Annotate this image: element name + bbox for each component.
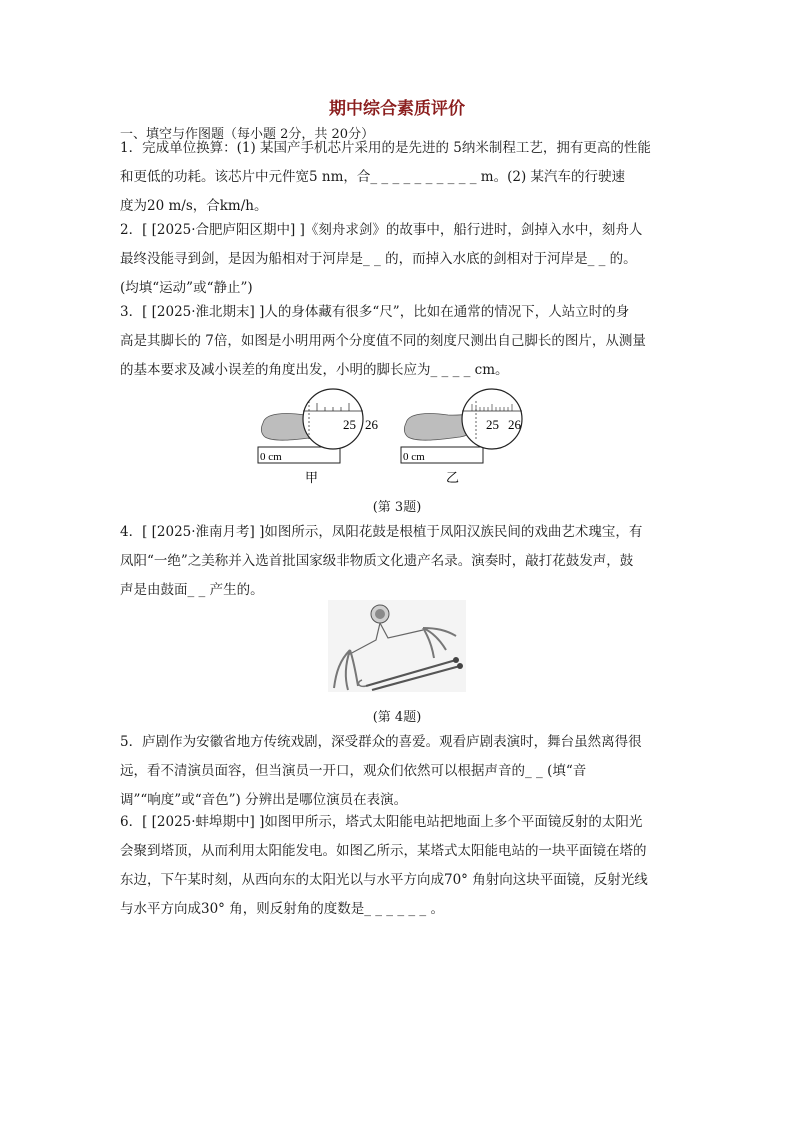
question-4 bbox=[120, 518, 680, 605]
question-3-line-3: 的基本要求及减小误差的角度出发，小明的脚长应为_ _ _ _ cm。 bbox=[120, 362, 509, 378]
page-title: 期中综合素质评价 bbox=[329, 99, 465, 119]
question-5-line-3: 调”“响度”或“音色”) 分辨出是哪位演员在表演。 bbox=[120, 792, 408, 808]
question-1 bbox=[120, 134, 680, 221]
question-3-line-2: 高是其脚长的 7倍，如图是小明用两个分度值不同的刻度尺测出自己脚长的图片，从测量 bbox=[120, 333, 646, 349]
question-6 bbox=[120, 808, 680, 924]
question-4-line-3: 声是由鼓面_ _ 产生的。 bbox=[120, 582, 264, 598]
ruler-figure-left bbox=[258, 389, 379, 486]
question-1-line-3: 度为20 m/s，合km/h。 bbox=[120, 198, 268, 214]
ruler-figure-right bbox=[401, 389, 522, 486]
figure-label-yi: 乙 bbox=[446, 471, 460, 486]
question-6-line-4: 与水平方向成30° 角，则反射角的度数是_ _ _ _ _ _ 。 bbox=[120, 901, 444, 917]
figure-4-caption: (第 4题) bbox=[372, 710, 422, 725]
question-2-line-1: 2．[ [2025·合肥庐阳区期中] ]《刻舟求剑》的故事中，船行进时，剑掉入水中，刻舟人 bbox=[120, 222, 643, 238]
ruler-zero-right: 0 cm bbox=[403, 451, 425, 463]
question-4-line-2: 凤阳“一绝”之美称并入选首批国家级非物质文化遗产名录。演奏时，敲打花鼓发声，鼓 bbox=[120, 553, 634, 569]
tick-label-25-right: 25 bbox=[486, 417, 499, 432]
figure-4-flower-drum-image bbox=[328, 600, 466, 692]
question-2 bbox=[120, 216, 680, 303]
ruler-zero-left: 0 cm bbox=[260, 451, 282, 463]
question-4-line-1: 4．[ [2025·淮南月考] ]如图所示，凤阳花鼓是根植于凤阳汉族民间的戏曲艺术瑰宝，有 bbox=[120, 524, 643, 540]
question-5-line-1: 5．庐剧作为安徽省地方传统戏剧，深受群众的喜爱。观看庐剧表演时，舞台虽然离得很 bbox=[120, 734, 642, 750]
figure-3-ruler-diagram bbox=[255, 385, 545, 490]
tick-label-26-left: 26 bbox=[365, 417, 378, 432]
tick-label-25-left: 25 bbox=[343, 417, 356, 432]
question-5-line-2: 远，看不清演员面容，但当演员一开口，观众们依然可以根据声音的_ _ (填“音 bbox=[120, 763, 587, 779]
question-6-line-3: 东边，下午某时刻，从西向东的太阳光以与水平方向成70° 角射向这块平面镜，反射光线 bbox=[120, 872, 648, 888]
question-6-line-1: 6．[ [2025·蚌埠期中] ]如图甲所示，塔式太阳能电站把地面上多个平面镜反射的太阳光 bbox=[120, 814, 643, 830]
question-3 bbox=[120, 298, 680, 385]
tick-label-26-right: 26 bbox=[508, 417, 521, 432]
question-2-line-2: 最终没能寻到剑，是因为船相对于河岸是_ _ 的，而掉入水底的剑相对于河岸是_ _ 的。 bbox=[120, 251, 637, 267]
question-1-line-2: 和更低的功耗。该芯片中元件宽5 nm，合_ _ _ _ _ _ _ _ _ _ m。(2) 某汽车的行驶速 bbox=[120, 169, 626, 185]
question-6-line-2: 会聚到塔顶，从而利用太阳能发电。如图乙所示，某塔式太阳能电站的一块平面镜在塔的 bbox=[120, 843, 647, 859]
figure-3-caption: (第 3题) bbox=[372, 500, 422, 515]
question-2-line-3: (均填“运动”或“静止”) bbox=[120, 280, 253, 296]
figure-label-jia: 甲 bbox=[305, 471, 319, 486]
question-3-line-1: 3．[ [2025·淮北期末] ]人的身体藏有很多“尺”，比如在通常的情况下，人站立时的身 bbox=[120, 304, 630, 320]
section-heading: 一、填空与作图题（每小题 2分，共 20分） bbox=[120, 127, 375, 142]
question-5 bbox=[120, 728, 680, 815]
question-1-line-1: 1．完成单位换算：(1) 某国产手机芯片采用的是先进的 5纳米制程工艺，拥有更高的性能 bbox=[120, 140, 651, 156]
